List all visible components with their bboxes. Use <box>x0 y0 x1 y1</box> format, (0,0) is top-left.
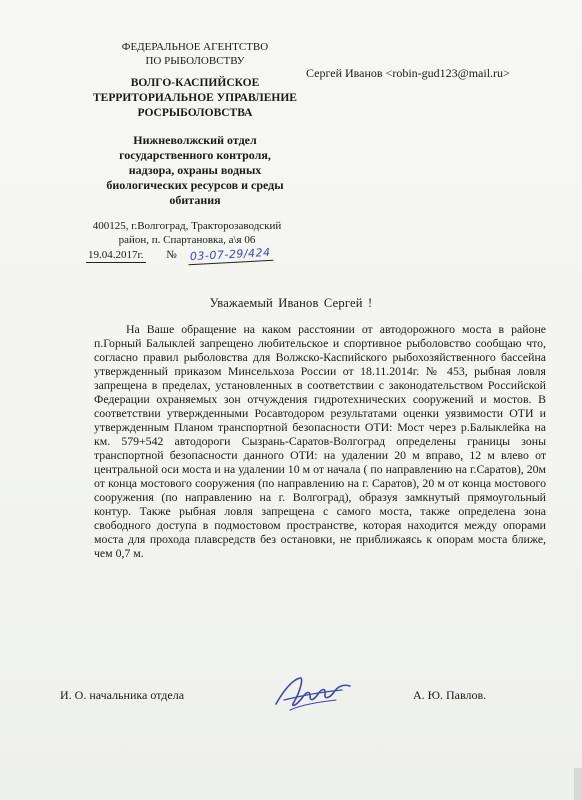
admin-line-3: РОСРЫБОЛОВСТВА <box>137 107 253 119</box>
admin-line-2: ТЕРРИТОРИАЛЬНОЕ УПРАВЛЕНИЕ <box>93 92 297 104</box>
handwritten-signature <box>270 670 360 718</box>
sender-address <box>82 219 292 247</box>
dept-line-1: Нижневолжский отдел <box>133 133 257 147</box>
signatory-name: А. Ю. Павлов. <box>413 688 487 702</box>
number-label: № <box>166 249 177 261</box>
dept-line-2: государственного контроля, <box>119 148 271 162</box>
dept-line-3: надзора, охраны водных <box>128 163 262 177</box>
admin-line-1: ВОЛГО-КАСПИЙСКОЕ <box>130 77 260 89</box>
agency-line-2: ПО РЫБОЛОВСТВУ <box>145 55 245 67</box>
address-line-2: район, п. Спартановка, а\я 06 <box>118 234 256 246</box>
date-number-line <box>82 245 292 264</box>
sender-block <box>90 40 300 208</box>
letter-date: 19.04.2017г. <box>88 249 144 261</box>
dept-line-4: биологических ресурсов и среды <box>106 178 284 192</box>
letter-number-handwritten: 03-07-29/424 <box>187 246 272 265</box>
greeting: Уважаемый Иванов Сергей ! <box>209 296 373 310</box>
agency-line-1: ФЕДЕРАЛЬНОЕ АГЕНТСТВО <box>121 41 269 53</box>
recipient: Сергей Иванов <robin-gud123@mail.ru> <box>306 66 510 80</box>
address-line-1: 400125, г.Волгоград, Тракторозаводский <box>92 220 282 232</box>
scan-edge <box>574 768 582 800</box>
signatory-title: И. О. начальника отдела <box>60 688 185 702</box>
letter-body <box>94 322 546 560</box>
body-paragraph: На Ваше обращение на каком расстоянии от автодорожного моста в районе п.Горный Балыклей запрещено любительское и спортивное рыболовство сообщаю что, согласно правил рыболовства для Волжско-Каспийского рыбохозяйственного бассейна утвержденный приказом Минсельхоза России от 18.11.2014г. № 453, рыбная ловля запрещена в пределах, установленных в соответствии с законодательством Российской Федерации охраняемых зон отчуждения гидротехнических сооружений и мостов. В соответствии утвержденными Росавтодором результатами оценки уязвимости ОТИ и утвержденным Планом транспортной безопасности ОТИ: Мост через р.Балыклейка на км. 579+542 автодороги Сызрань-Саратов-Волгоград определены границы зоны транспортной безопасности данного ОТИ: на удалении 20 м вправо, 12 м влево от центральной оси моста и на удалении 10 м от начала ( по направлению на г.Саратов), 20м от конца мостового сооружения (по направлению на г. Саратов), 20 м от конца мостового сооружения (по направлению на г. Волгоград), образуя замкнутый прямоугольный контур. Также рыбная ловля запрещена с самого моста, также определена зона свободного доступа в подмостовом пространстве, которая находится между опорами моста для прохода плавсредств без остановки, не приближаясь к опорам моста ближе, чем 0,7 м. <box>94 322 546 560</box>
dept-line-5: обитания <box>169 193 221 207</box>
